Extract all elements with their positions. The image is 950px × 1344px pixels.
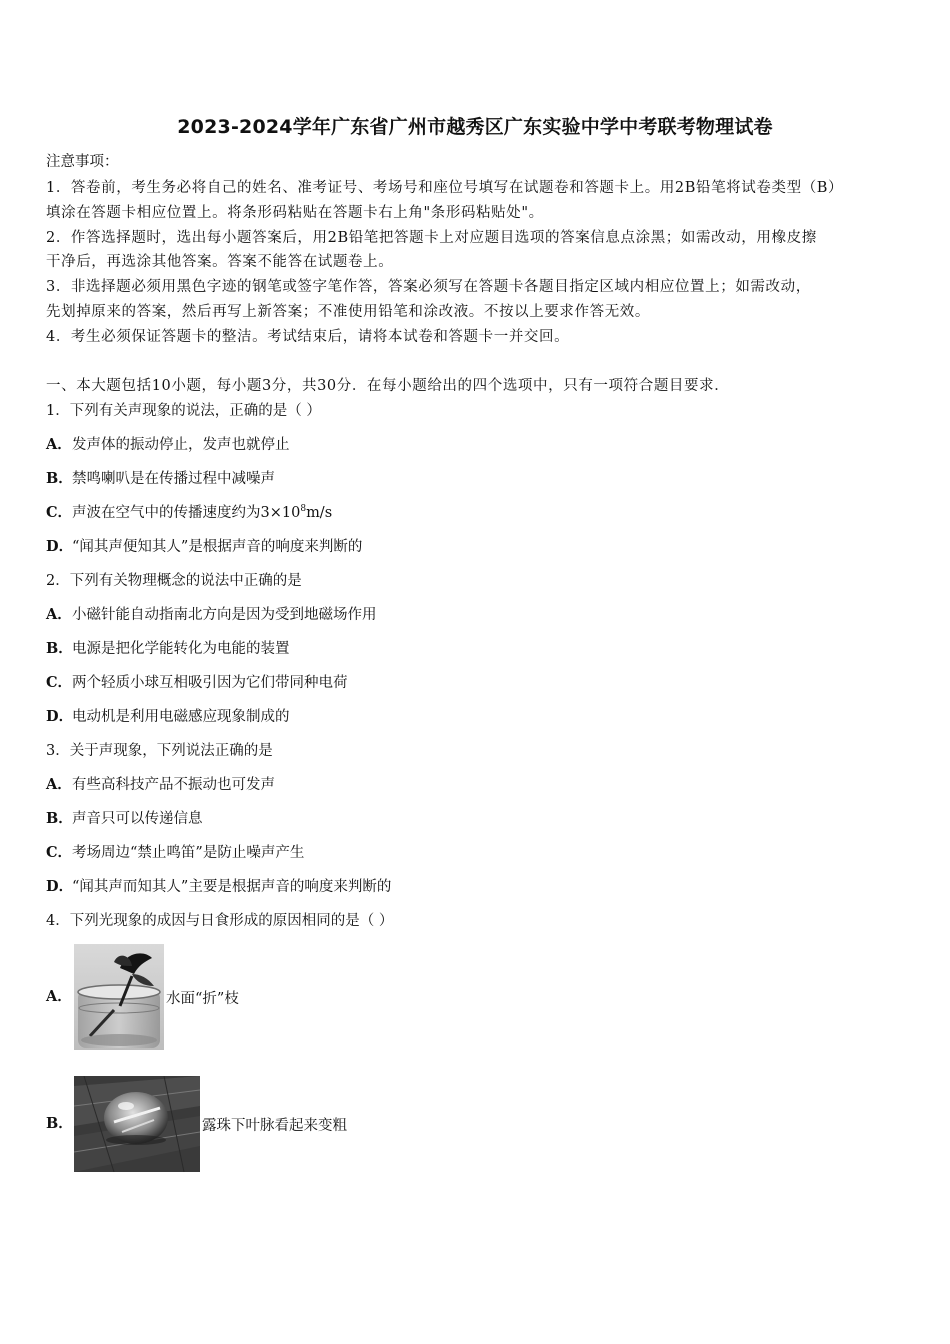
option-text: 电动机是利用电磁感应现象制成的 — [72, 709, 290, 725]
option-row — [46, 605, 377, 625]
option-row-image — [46, 944, 239, 1050]
dewdrop-leaf-photo — [74, 1076, 200, 1172]
option-letter: B． — [46, 640, 73, 657]
option-letter: D． — [46, 708, 74, 725]
option-text: 露珠下叶脉看起来变粗 — [202, 1117, 347, 1134]
option-text: 声音只可以传递信息 — [72, 811, 203, 827]
option-letter: D． — [46, 538, 74, 555]
notice-line: 4．考生必须保证答题卡的整洁。考试结束后，请将本试卷和答题卡一并交回。 — [46, 329, 570, 345]
dewdrop-leaf-image — [74, 1076, 200, 1172]
option-text: 考场周边“禁止鸣笛”是防止噪声产生 — [72, 845, 305, 861]
option-row — [46, 809, 203, 829]
option-letter: C． — [46, 504, 73, 521]
option-letter: A． — [46, 776, 72, 793]
option-text: 发声体的振动停止，发声也就停止 — [72, 437, 290, 453]
option-letter: C． — [46, 844, 73, 861]
notice-line: 3．非选择题必须用黑色字迹的钢笔或签字笔作答，答案必须写在答题卡各题目指定区域内相应位置上；如需改动， — [46, 279, 811, 295]
section-heading: 一、本大题包括10小题，每小题3分，共30分．在每小题给出的四个选项中，只有一项符合题目要求． — [46, 378, 730, 394]
option-superscript: 8 — [300, 504, 307, 514]
option-letter: B． — [46, 470, 73, 487]
option-row — [46, 775, 275, 795]
question-stem: 2．下列有关物理概念的说法中正确的是 — [46, 573, 302, 589]
option-row — [46, 843, 304, 863]
notice-line: 1．答卷前，考生务必将自己的姓名、准考证号、考场号和座位号填写在试题卷和答题卡上。用2B铅笔将试卷类型（B） — [46, 180, 844, 196]
option-text: 两个轻质小球互相吸引因为它们带同种电荷 — [72, 675, 348, 691]
notice-line: 干净后，再选涂其他答案。答案不能答在试题卷上。 — [46, 254, 394, 270]
option-letter: D． — [46, 878, 74, 895]
branch-in-water-image — [74, 944, 164, 1050]
option-text: 小磁针能自动指南北方向是因为受到地磁场作用 — [72, 607, 377, 623]
question-stem: 1．下列有关声现象的说法，正确的是（ ） — [46, 403, 321, 419]
option-text: 声波在空气中的传播速度约为3×10 — [72, 505, 301, 521]
option-letter: B． — [46, 1115, 73, 1132]
option-row — [46, 877, 391, 897]
option-text: 有些高科技产品不振动也可发声 — [72, 777, 275, 793]
option-text: “闻其声便知其人”是根据声音的响度来判断的 — [72, 539, 363, 555]
option-unit: m/s — [306, 505, 333, 521]
question-stem: 3．关于声现象，下列说法正确的是 — [46, 743, 273, 759]
option-row — [46, 673, 348, 693]
branch-in-water-photo — [74, 944, 164, 1050]
option-row — [46, 537, 362, 557]
option-row — [46, 639, 290, 659]
notice-line: 2．作答选择题时，选出每小题答案后，用2B铅笔把答题卡上对应题目选项的答案信息点涂黑；如需改动，用橡皮擦 — [46, 230, 817, 246]
question-stem: 4．下列光现象的成因与日食形成的原因相同的是（ ） — [46, 913, 394, 929]
option-text: “闻其声而知其人”主要是根据声音的响度来判断的 — [72, 879, 392, 895]
option-letter: C． — [46, 674, 73, 691]
option-letter: A． — [46, 988, 72, 1005]
option-letter: A． — [46, 606, 72, 623]
option-text: 禁鸣喇叭是在传播过程中减噪声 — [72, 471, 275, 487]
notice-line: 填涂在答题卡相应位置上。将条形码粘贴在答题卡右上角"条形码粘贴处"。 — [46, 205, 544, 221]
option-letter: B． — [46, 810, 73, 827]
exam-title: 2023-2024学年广东省广州市越秀区广东实验中学中考联考物理试卷 — [177, 116, 773, 138]
option-row — [46, 707, 290, 727]
option-text: 电源是把化学能转化为电能的装置 — [72, 641, 290, 657]
option-row — [46, 469, 275, 489]
notice-line: 先划掉原来的答案，然后再写上新答案；不准使用铅笔和涂改液。不按以上要求作答无效。 — [46, 304, 650, 320]
option-text: 水面“折”枝 — [166, 990, 239, 1007]
option-row — [46, 503, 332, 523]
option-row-image — [46, 1076, 347, 1172]
notice-heading: 注意事项： — [46, 154, 119, 170]
option-letter: A． — [46, 436, 72, 453]
option-row — [46, 435, 290, 455]
